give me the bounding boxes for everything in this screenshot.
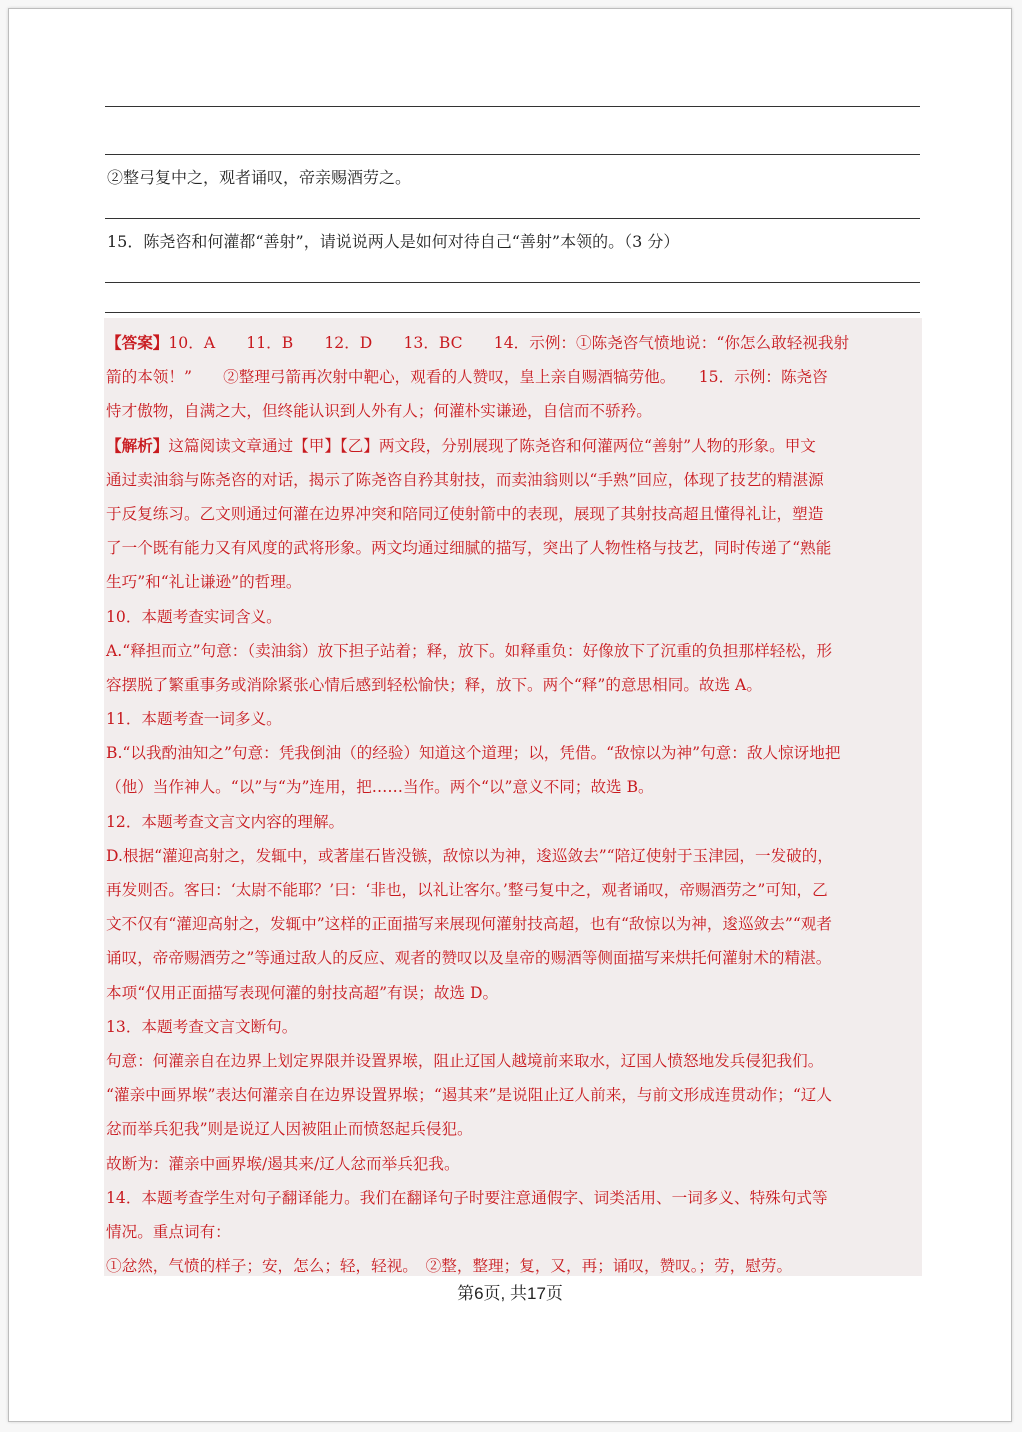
analysis-line-text: ①忿然，气愤的样子；安，怎么；轻，轻视。 ②整，整理；复，又，再；诵叹，赞叹。；劳，慰劳。 <box>106 1257 793 1276</box>
answer-line-text: 【答案】10．A 11．B 12．D 13．BC 14．示例：①陈尧咨气愤地说：“你怎么敢轻视我射 <box>106 333 850 352</box>
analysis-line-text: 情况。重点词有： <box>106 1222 231 1241</box>
answer-line <box>105 218 920 219</box>
answer-line-text: 箭的本领！” ②整理弓箭再次射中靶心，观看的人赞叹，皇上亲自赐酒犒劳他。 15．示例：陈尧咨 <box>106 368 828 387</box>
answer-line <box>105 312 920 313</box>
analysis-line-text: 13．本题考查文言文断句。 <box>106 1017 298 1036</box>
answer-tag: 【答案】 <box>106 333 169 352</box>
analysis-line-text: 故断为：灌亲中画界堠/遏其来/辽人忿而举兵犯我。 <box>106 1154 460 1173</box>
analysis-line-text: B.“以我酌油知之”句意：凭我倒油（的经验）知道这个道理；以，凭借。“敌惊以为神”句意：敌人惊讶地把 <box>106 744 841 763</box>
analysis-line-text: 诵叹，帝帝赐酒劳之”等通过敌人的反应、观者的赞叹以及皇帝的赐酒等侧面描写来烘托何灌射术的精湛。 <box>106 949 832 968</box>
answer-line <box>105 154 920 155</box>
analysis-line-text: 容摆脱了繁重事务或消除紧张心情后感到轻松愉快；释，放下。两个“释”的意思相同。故选 A。 <box>106 675 762 694</box>
analysis-line-text: 生巧”和“礼让谦逊”的哲理。 <box>106 573 302 592</box>
analysis-line-text: 10．本题考查实词含义。 <box>106 607 282 626</box>
page-number: 第6页, 共17页 <box>457 1284 563 1303</box>
analysis-line-text: 【解析】这篇阅读文章通过【甲】【乙】两文段，分别展现了陈尧咨和何灌两位“善射”人物的形象。甲文 <box>106 435 816 455</box>
analysis-line-text: 12．本题考查文言文内容的理解。 <box>106 812 345 831</box>
question-14-item-2: ②整弓复中之，观者诵叹，帝亲赐酒劳之。 <box>107 168 412 187</box>
analysis-line-text: 11．本题考查一词多义。 <box>106 710 282 729</box>
analysis-line-text: 再发则否。客曰：‘太尉不能耶？’曰：‘非也，以礼让客尔。’整弓复中之，观者诵叹，帝赐酒劳之”可知，乙 <box>106 881 828 899</box>
analysis-line-text: D.根据“灌迎高射之，发辄中，或著崖石皆没镞，敌惊以为神，逡巡敛去”“陪辽使射于玉津园，一发破的， <box>106 846 833 865</box>
answer-line-text: 恃才傲物，自满之大，但终能认识到人外有人；何灌朴实谦逊，自信而不骄矜。 <box>106 402 652 421</box>
analysis-line-text: 通过卖油翁与陈尧咨的对话，揭示了陈尧咨自矜其射技，而卖油翁则以“手熟”回应，体现了技艺的精湛源 <box>106 470 824 489</box>
analysis-line-text: A.“释担而立”句意：（卖油翁）放下担子站着；释，放下。如释重负：好像放下了沉重的负担那样轻松，形 <box>106 641 833 660</box>
answer-line <box>105 282 920 283</box>
question-15: 15．陈尧咨和何灌都“善射”，请说说两人是如何对待自己“善射”本领的。（3 分） <box>107 232 680 251</box>
analysis-line-text: “灌亲中画界堠”表达何灌亲自在边界设置界堠；“遏其来”是说阻止辽人前来，与前文形成连贯动作；“辽人 <box>106 1086 832 1105</box>
analysis-line-text: 了一个既有能力又有风度的武将形象。两文均通过细腻的描写，突出了人物性格与技艺，同时传递了“熟能 <box>106 539 832 558</box>
answer-line <box>105 106 920 107</box>
analysis-line-text: 14．本题考查学生对句子翻译能力。我们在翻译句子时要注意通假字、词类活用、一词多义、特殊句式等 <box>106 1188 828 1207</box>
answer-analysis-box <box>104 318 922 1276</box>
analysis-line-text: 文不仅有“灌迎高射之，发辄中”这样的正面描写来展现何灌射技高超，也有“敌惊以为神，逡巡敛去”“观者 <box>106 915 832 934</box>
analysis-line-text: （他）当作神人。“以”与“为”连用，把……当作。两个“以”意义不同；故选 B。 <box>106 778 654 797</box>
document-page <box>8 8 1012 1422</box>
analysis-line-text: 忿而举兵犯我”则是说辽人因被阻止而愤怒起兵侵犯。 <box>106 1120 473 1139</box>
analysis-line-text: 句意：何灌亲自在边界上划定界限并设置界堠，阻止辽国人越境前来取水，辽国人愤怒地发兵侵犯我们。 <box>106 1051 824 1070</box>
analysis-line-text: 于反复练习。乙文则通过何灌在边界冲突和陪同辽使射箭中的表现，展现了其射技高超且懂得礼让，塑造 <box>106 504 824 523</box>
analysis-line-text: 本项“仅用正面描写表现何灌的射技高超”有误；故选 D。 <box>106 983 499 1002</box>
analysis-tag: 【解析】 <box>106 435 169 455</box>
